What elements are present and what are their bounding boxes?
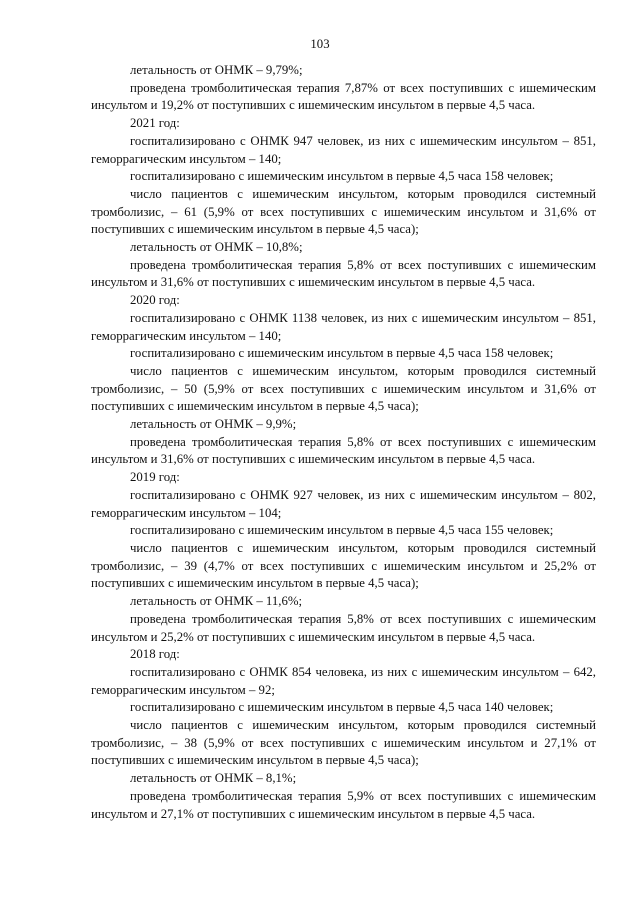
paragraph-2018-mortality: летальность от ОНМК – 8,1%; <box>130 771 297 786</box>
paragraph-2019-thrombolysis-count: число пациентов с ишемическим инсультом, которым проводился системный тромболизис, – 39 (4,7% от всех поступивших с ишемическим инсультом и 25,2% от поступивших с ишемическим инсультом в первые 4,5 часа); <box>91 540 596 591</box>
year-heading-2021: 2021 год: <box>130 116 180 131</box>
paragraph-2020-thrombolysis-count: число пациентов с ишемическим инсультом, которым проводился системный тромболизис, – 50 (5,9% от всех поступивших с ишемическим инсультом и 31,6% от поступивших с ишемическим инсультом в первые 4,5 часа); <box>91 363 596 414</box>
paragraph-2019-hospitalized: госпитализировано с ОНМК 927 человек, из них с ишемическим инсультом – 802, геморрагическим инсультом – 104; <box>91 487 596 520</box>
paragraph-2018-thrombolysis-count: число пациентов с ишемическим инсультом, которым проводился системный тромболизис, – 38 (5,9% от всех поступивших с ишемическим инсультом и 27,1% от поступивших с ишемическим инсультом в первые 4,5 часа); <box>91 718 596 768</box>
paragraph-2020-mortality: летальность от ОНМК – 9,9%; <box>130 417 297 432</box>
paragraph-mortality-prev: летальность от ОНМК – 9,79%; <box>130 63 303 77</box>
paragraph-2021-thrombolysis-therapy: проведена тромболитическая терапия 5,8% от всех поступивших с ишемическим инсультом и 31,6% от поступивших с ишемическим инсультом в первые 4,5 часа. <box>91 257 596 290</box>
paragraph-2019-first-hours: госпитализировано с ишемическим инсультом в первые 4,5 часа 155 человек; <box>130 523 554 538</box>
year-heading-2020: 2020 год: <box>130 293 180 308</box>
paragraph-2020-hospitalized: госпитализировано с ОНМК 1138 человек, из них с ишемическим инсультом – 851, геморрагическим инсультом – 140; <box>91 310 596 343</box>
paragraph-thrombolysis-prev: проведена тромболитическая терапия 7,87% от всех поступивших с ишемическим инсультом и 19,2% от поступивших с ишемическим инсультом в первые 4,5 часа. <box>91 80 596 113</box>
paragraph-2018-thrombolysis-therapy: проведена тромболитическая терапия 5,9% от всех поступивших с ишемическим инсультом и 27,1% от поступивших с ишемическим инсультом в первые 4,5 часа. <box>91 788 596 821</box>
paragraph-2020-first-hours: госпитализировано с ишемическим инсультом в первые 4,5 часа 158 человек; <box>130 346 554 361</box>
paragraph-2018-hospitalized: госпитализировано с ОНМК 854 человека, из них с ишемическим инсультом – 642, геморрагическим инсультом – 92; <box>91 664 596 697</box>
paragraph-2021-thrombolysis-count: число пациентов с ишемическим инсультом, которым проводился системный тромболизис, – 61 (5,9% от всех поступивших с ишемическим инсультом и 31,6% от поступивших с ишемическим инсультом в первые 4,5 часа); <box>91 186 596 237</box>
paragraph-2018-first-hours: госпитализировано с ишемическим инсультом в первые 4,5 часа 140 человек; <box>130 700 554 715</box>
paragraph-2020-thrombolysis-therapy: проведена тромболитическая терапия 5,8% от всех поступивших с ишемическим инсультом и 31,6% от поступивших с ишемическим инсультом в первые 4,5 часа. <box>91 434 596 467</box>
paragraph-2021-first-hours: госпитализировано с ишемическим инсультом в первые 4,5 часа 158 человек; <box>130 169 554 184</box>
year-heading-2018: 2018 год: <box>130 647 180 662</box>
paragraph-2021-mortality: летальность от ОНМК – 10,8%; <box>130 240 303 255</box>
year-heading-2019: 2019 год: <box>130 470 180 485</box>
page-number: 103 <box>310 37 330 51</box>
paragraph-2019-mortality: летальность от ОНМК – 11,6%; <box>130 594 303 609</box>
paragraph-2019-thrombolysis-therapy: проведена тромболитическая терапия 5,8% от всех поступивших с ишемическим инсультом и 25,2% от поступивших с ишемическим инсультом в первые 4,5 часа. <box>91 611 596 644</box>
document-body <box>91 62 596 823</box>
paragraph-2021-hospitalized: госпитализировано с ОНМК 947 человек, из них с ишемическим инсультом – 851, геморрагическим инсультом – 140; <box>91 133 596 166</box>
